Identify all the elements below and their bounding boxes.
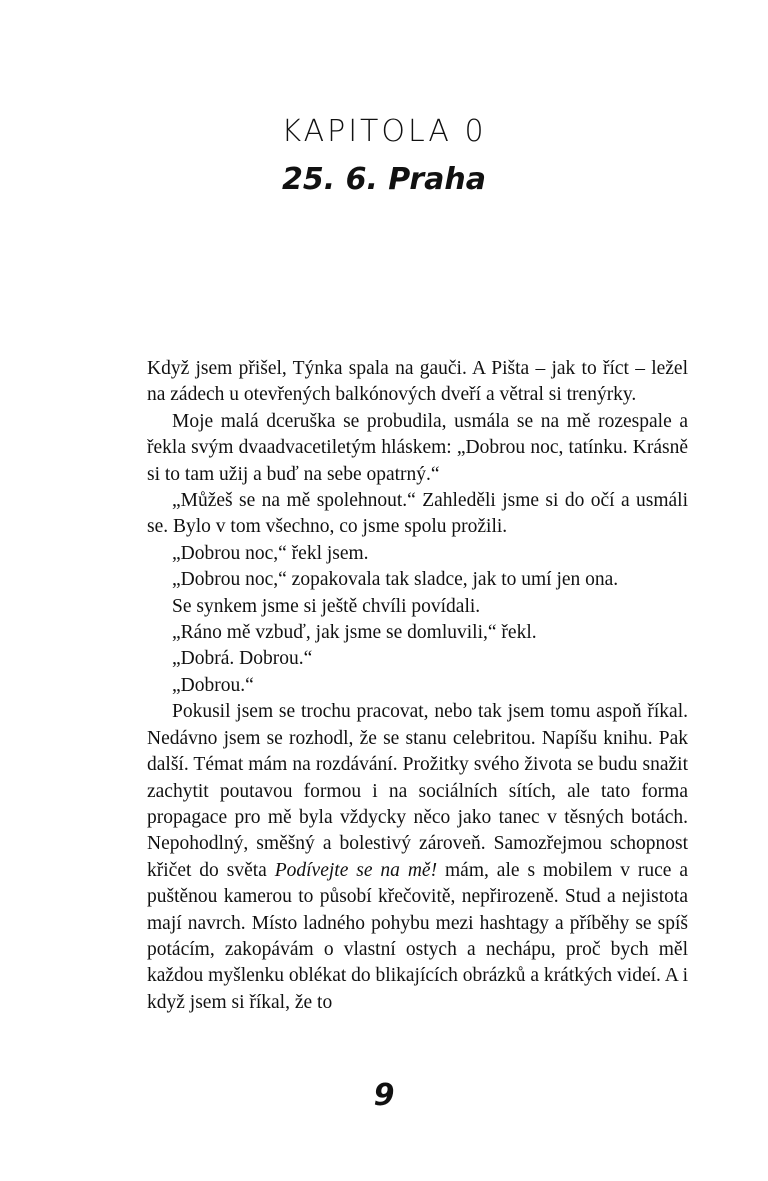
paragraph-10-start: Pokusil jsem se trochu pracovat, nebo tak jsem tomu aspoň říkal. Nedávno jsem se rozhodl, že se stanu celebritou. Napíšu knihu. Pak další. Témat mám na rozdávání. Prožitky svého života se budu snažit zachytit poutavou formou i na sociálních sítích, ale tato forma propagace pro mě byla vždycky něco jako tanec v těsných botách. Nepohodlný, směšný a bolestivý zároveň. Samozřejmou schopnost křičet do světa (147, 701, 688, 881)
paragraph-7: „Ráno mě vzbuď, jak jsme se domluvili,“ řekl. (172, 622, 537, 644)
paragraph-9: „Dobrou.“ (172, 674, 254, 696)
paragraph-8: „Dobrá. Dobrou.“ (172, 648, 313, 670)
chapter-subtitle: 25. 6. Praha (281, 162, 486, 197)
paragraph-2: Moje malá dceruška se probudila, usmála se na mě rozespale a řekla svým dvaadvacetiletým hláskem: „Dobrou noc, tatínku. Krásně si to tam užij a buď na sebe opatrný.“ (147, 410, 688, 485)
body-text (147, 356, 688, 1016)
paragraph-5: „Dobrou noc,“ zopakovala tak sladce, jak to umí jen ona. (172, 569, 619, 591)
page-number: 9 (373, 1078, 395, 1113)
paragraph-6: Se synkem jsme si ještě chvíli povídali. (172, 595, 481, 617)
paragraph-1: Když jsem přišel, Týnka spala na gauči. A Pišta – jak to říct – ležel na zádech u otevřených balkónových dveří a větral si trenýrky. (147, 358, 688, 406)
emphasis-phrase: Podívejte se na mě! (274, 859, 438, 881)
paragraph-10 (147, 699, 688, 1016)
chapter-label: KAPITOLA 0 (281, 114, 487, 149)
paragraph-3: „Můžeš se na mě spolehnout.“ Zahleděli jsme si do očí a usmáli se. Bylo v tom všechno, co jsme spolu prožili. (147, 490, 688, 538)
paragraph-4: „Dobrou noc,“ řekl jsem. (172, 542, 369, 564)
paragraph-10-end: mám, ale s mobilem v ruce a puštěnou kamerou to působí křečovitě, nepřirozeně. Stud a nejistota mají navrch. Místo ladného pohybu mezi hashtagy a příběhy se spíš potácím, zakopávám o vlastní ostych a nechápu, proč bych měl každou myšlenku oblékat do blikajících obrázků a krátkých videí. A i když jsem si říkal, že to (147, 859, 688, 1013)
